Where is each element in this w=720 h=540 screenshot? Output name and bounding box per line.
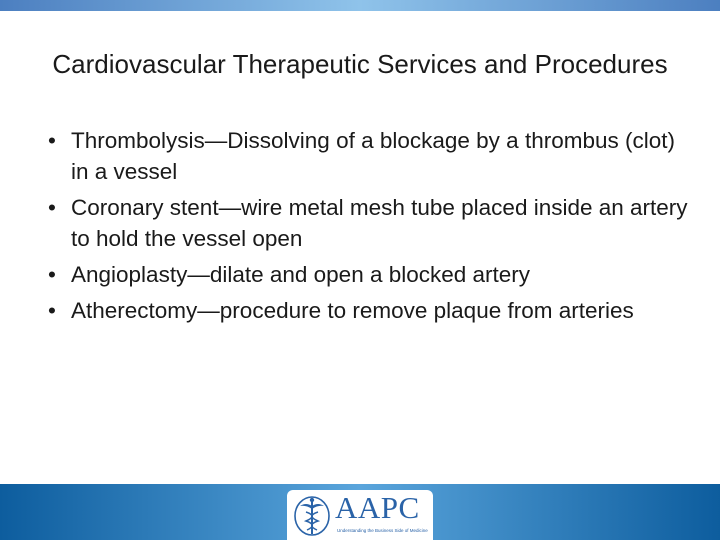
logo-wordmark: AAPC: [335, 490, 420, 525]
bullet-item: [48, 125, 688, 187]
aapc-logo: [287, 490, 433, 540]
bullet-text: Thrombolysis—Dissolving of a blockage by a thrombus (clot) in a vessel: [71, 128, 675, 184]
bullet-text: Coronary stent—wire metal mesh tube placed inside an artery to hold the vessel open: [71, 195, 688, 251]
top-accent-band: [0, 0, 720, 11]
bullet-marker: •: [48, 128, 56, 153]
bullet-marker: •: [48, 298, 56, 323]
bullet-text: Angioplasty—dilate and open a blocked artery: [71, 262, 531, 287]
bullet-text: Atherectomy—procedure to remove plaque from arteries: [71, 298, 634, 323]
bullet-item: [48, 192, 688, 254]
bullet-marker: •: [48, 195, 56, 220]
logo-tagline: Understanding the Business Side of Medicine: [337, 528, 428, 533]
bullet-list: [48, 125, 688, 331]
slide-title: Cardiovascular Therapeutic Services and Procedures: [52, 49, 668, 79]
caduceus-icon: [292, 492, 332, 538]
bullet-item: [48, 295, 688, 326]
bullet-marker: •: [48, 262, 56, 287]
bullet-item: [48, 259, 688, 290]
